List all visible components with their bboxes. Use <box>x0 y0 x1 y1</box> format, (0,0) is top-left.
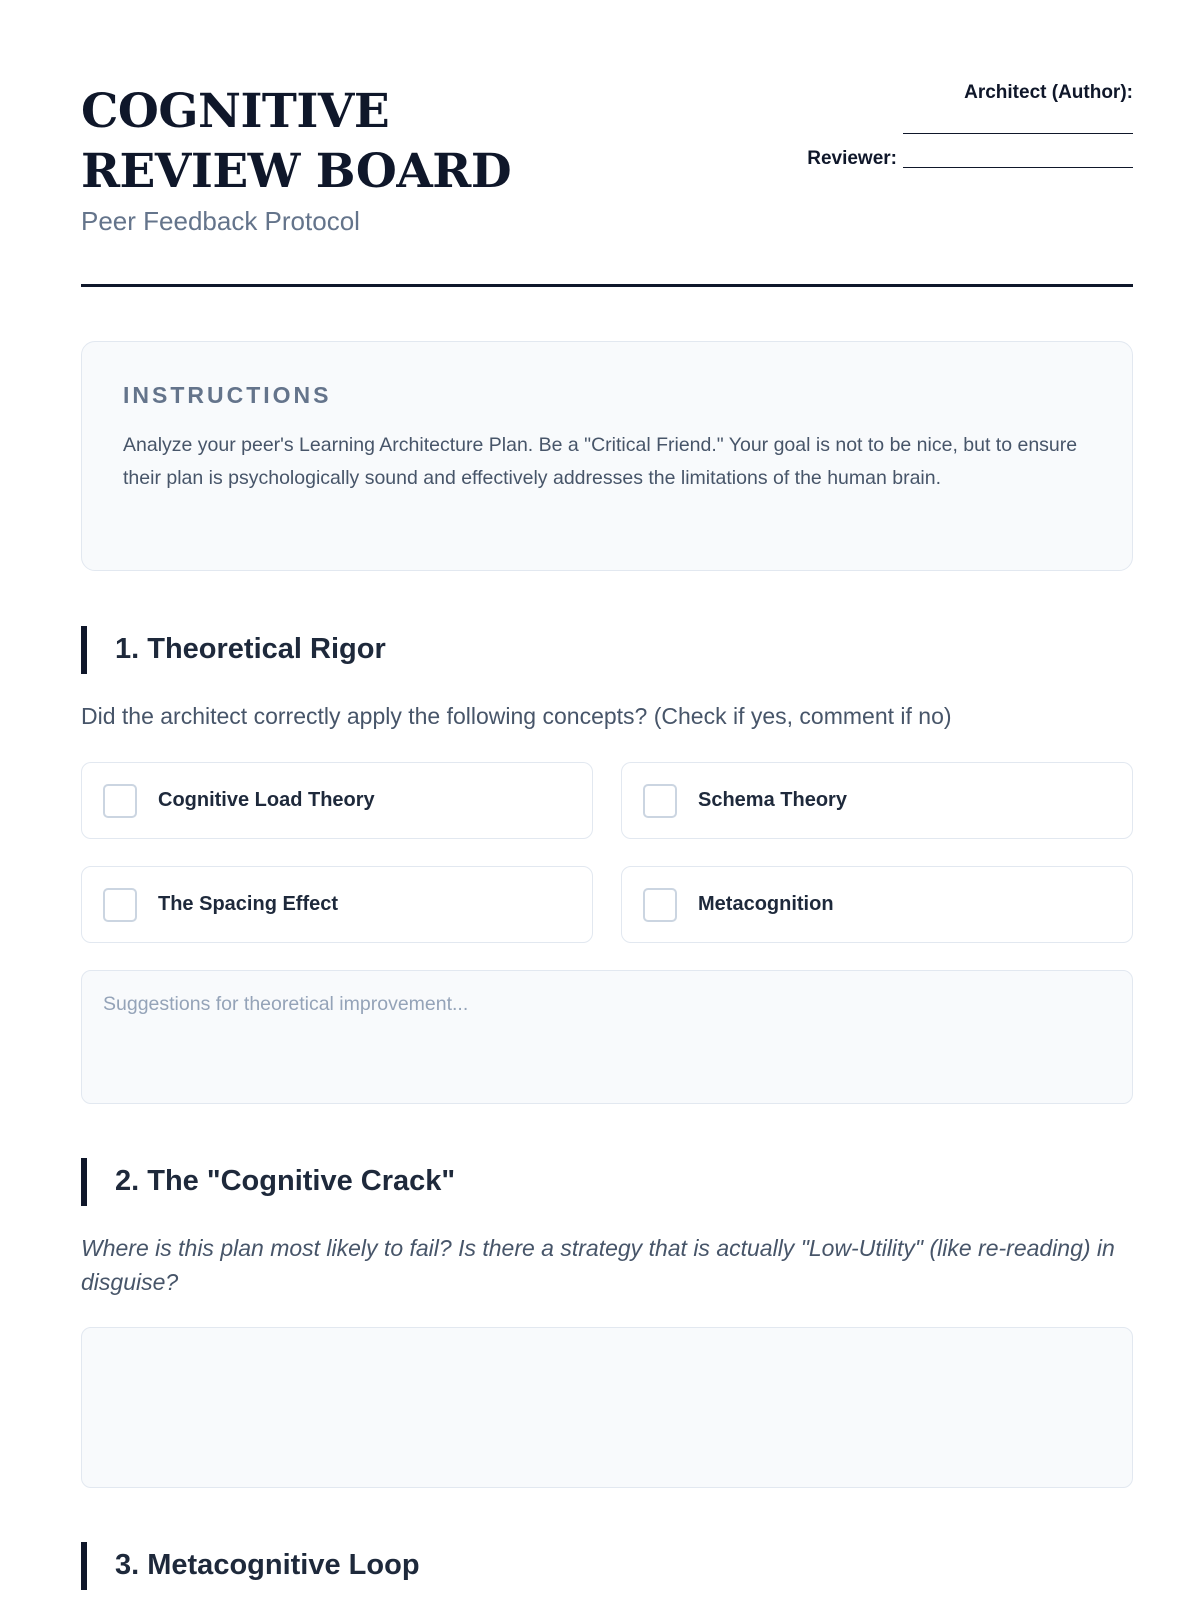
check-label: Metacognition <box>698 893 834 915</box>
instructions-box <box>81 341 1133 571</box>
instructions-text: Analyze your peer's Learning Architecture Plan. Be a "Critical Friend." Your goal is not to be nice, but to ensure their plan is psychologically sound and effectively addresses the limitations of the human brain. <box>123 434 1078 489</box>
check-label: The Spacing Effect <box>158 893 339 915</box>
section-prompt-cognitive-crack: Where is this plan most likely to fail? Is there a strategy that is actually "Low-Utility" (like re-reading) in disguise? <box>81 1235 1115 1295</box>
check-item-spacing-effect[interactable] <box>81 866 593 943</box>
theoretical-improvement-textarea[interactable] <box>81 970 1133 1104</box>
check-item-metacognition[interactable] <box>621 866 1133 943</box>
signoff-block <box>773 80 1133 172</box>
checkbox[interactable] <box>643 784 677 818</box>
reviewer-label: Reviewer: <box>807 148 897 169</box>
check-label: Schema Theory <box>698 789 847 811</box>
form-header <box>81 0 1133 287</box>
cognitive-crack-textarea[interactable] <box>81 1327 1133 1488</box>
reviewer-name-field[interactable] <box>903 148 1133 168</box>
section-heading-theoretical-rigor: 1. Theoretical Rigor <box>81 626 1133 674</box>
check-label: Cognitive Load Theory <box>158 789 375 811</box>
architect-label: Architect (Author): <box>964 82 1133 103</box>
architect-name-field[interactable] <box>903 114 1133 134</box>
checkbox[interactable] <box>103 888 137 922</box>
page-title: COGNITIVE REVIEW BOARD <box>81 84 512 199</box>
page-subtitle: Peer Feedback Protocol <box>81 206 360 236</box>
section-heading-metacognitive-loop: 3. Metacognitive Loop <box>81 1542 1133 1590</box>
instructions-heading: INSTRUCTIONS <box>123 382 332 408</box>
check-item-cognitive-load-theory[interactable] <box>81 762 593 839</box>
checkbox[interactable] <box>643 888 677 922</box>
feedback-form-page <box>81 0 1133 1581</box>
check-item-schema-theory[interactable] <box>621 762 1133 839</box>
section-heading-cognitive-crack: 2. The "Cognitive Crack" <box>81 1158 1133 1206</box>
checkbox[interactable] <box>103 784 137 818</box>
section-prompt-theoretical-rigor: Did the architect correctly apply the following concepts? (Check if yes, comment if no) <box>81 703 952 729</box>
